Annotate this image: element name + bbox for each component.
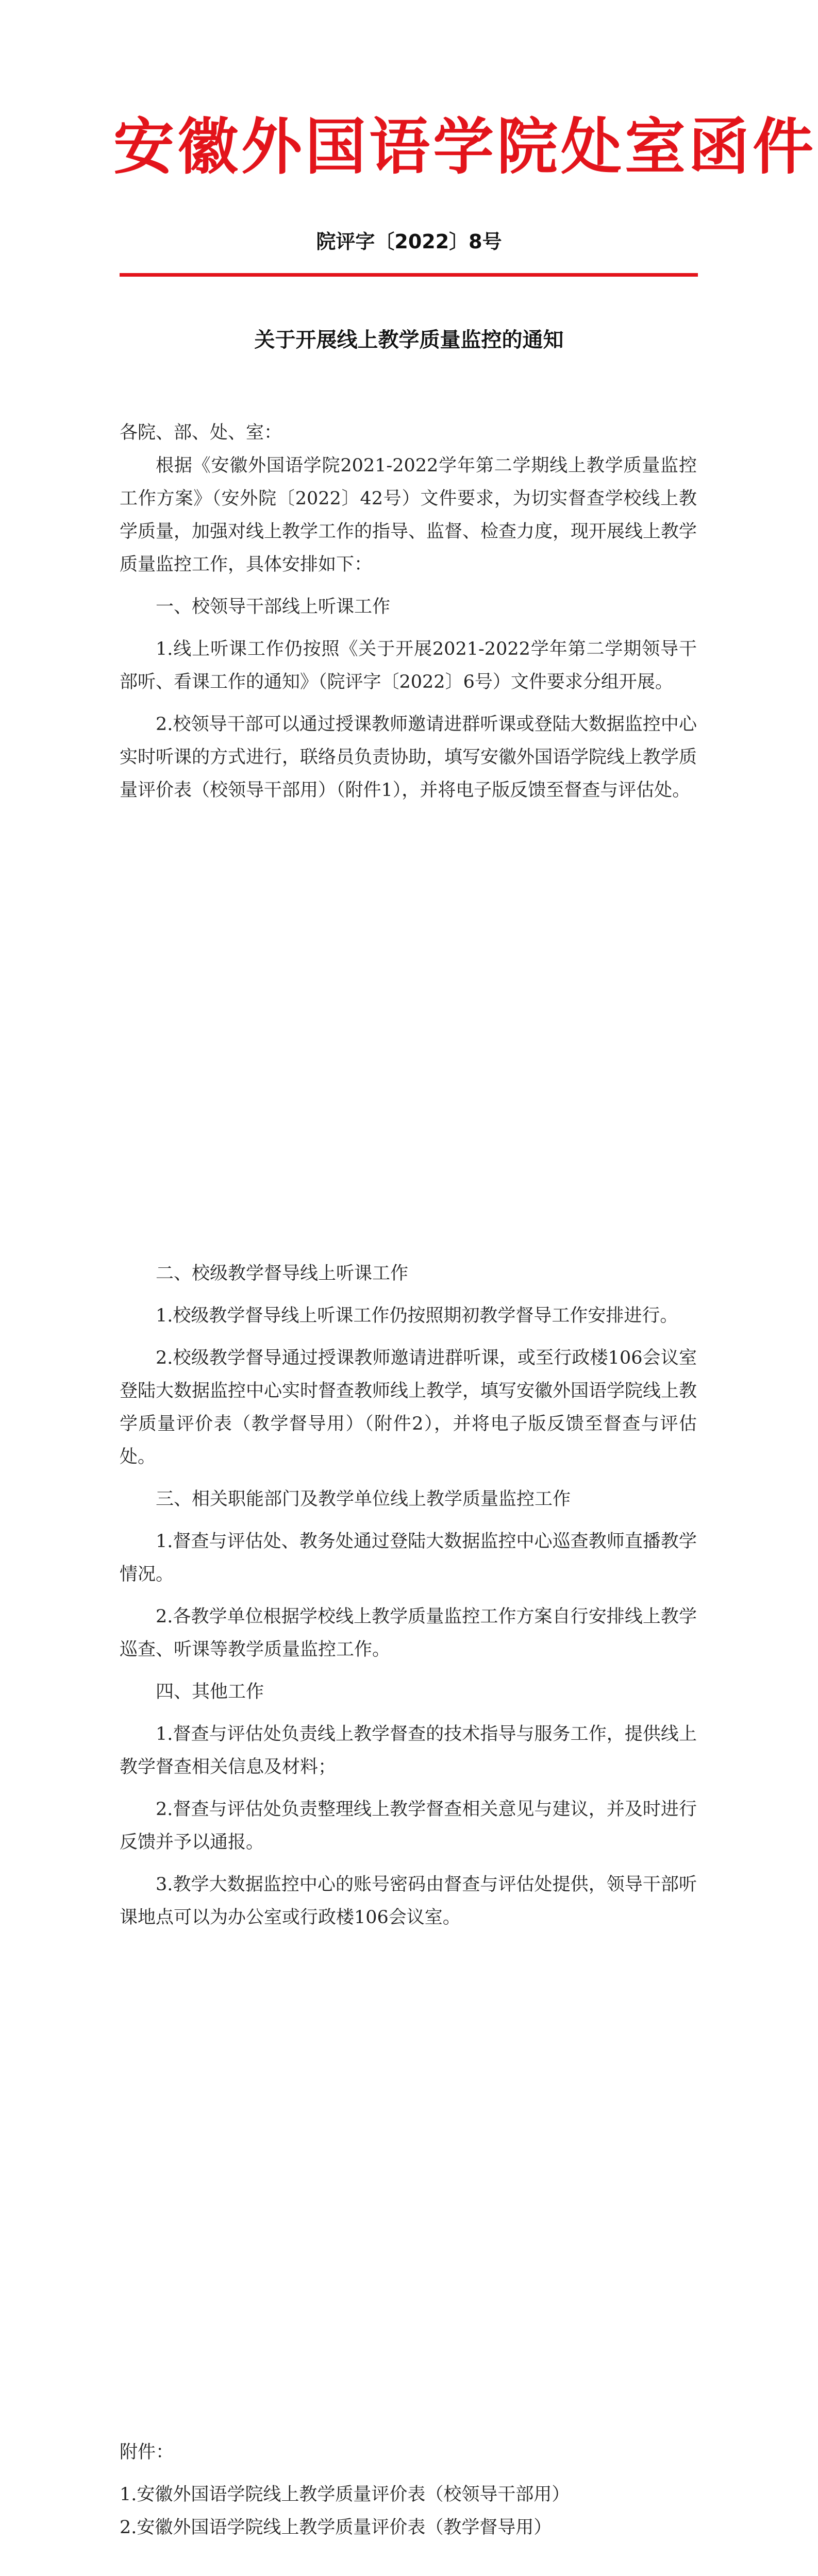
section-1-paragraph-2: 2.校领导干部可以通过授课教师邀请进群听课或登陆大数据监控中心实时听课的方式进行，联络员负责协助，填写安徽外国语学院线上教学质量评价表（校领导干部用）（附件1），并将电子版反馈至督查与评估处。 <box>120 714 697 801</box>
salutation: 各院、部、处、室： <box>120 422 282 443</box>
body-block-1 <box>120 416 697 807</box>
section-4-paragraph-3: 3.教学大数据监控中心的账号密码由督查与评估处提供，领导干部听课地点可以为办公室或行政楼106会议室。 <box>120 1874 697 1928</box>
attachment-item-1: 1.安徽外国语学院线上教学质量评价表（校领导干部用） <box>120 2484 570 2505</box>
section-4-paragraph-2: 2.督查与评估处负责整理线上教学督查相关意见与建议，并及时进行反馈并予以通报。 <box>120 1799 697 1853</box>
letterhead-title: 安徽外国语学院处室函件 <box>113 111 817 182</box>
document-number: 院评字〔2022〕8号 <box>316 230 502 253</box>
intro-paragraph: 根据《安徽外国语学院2021-2022学年第二学期线上教学质量监控工作方案》（安外院〔2022〕42号）文件要求，为切实督查学校线上教学质量，加强对线上教学工作的指导、监督、检查力度，现开展线上教学质量监控工作，具体安排如下： <box>120 455 697 575</box>
section-1-paragraph-1: 1.线上听课工作仍按照《关于开展2021-2022学年第二学期领导干部听、看课工作的通知》（院评字〔2022〕6号）文件要求分组开展。 <box>120 639 697 692</box>
section-2-paragraph-1: 1.校级教学督导线上听课工作仍按照期初教学督导工作安排进行。 <box>156 1306 678 1326</box>
section-1-heading: 一、校领导干部线上听课工作 <box>156 597 391 617</box>
section-3-heading: 三、相关职能部门及教学单位线上教学质量监控工作 <box>156 1489 571 1510</box>
section-4-paragraph-1: 1.督查与评估处负责线上教学督查的技术指导与服务工作，提供线上教学督查相关信息及材料； <box>120 1724 697 1777</box>
section-3-paragraph-2: 2.各教学单位根据学校线上教学质量监控工作方案自行安排线上教学巡查、听课等教学质量监控工作。 <box>120 1606 697 1660</box>
section-3-paragraph-1: 1.督查与评估处、教务处通过登陆大数据监控中心巡查教师直播教学情况。 <box>120 1531 697 1585</box>
red-divider-line <box>120 273 698 277</box>
attachments-label: 附件： <box>120 2442 174 2463</box>
section-4-heading: 四、其他工作 <box>156 1682 264 1702</box>
attachments-block <box>120 2436 697 2544</box>
body-block-2 <box>120 1257 697 1934</box>
section-2-heading: 二、校级教学督导线上听课工作 <box>156 1263 409 1284</box>
section-2-paragraph-2: 2.校级教学督导通过授课教师邀请进群听课，或至行政楼106会议室登陆大数据监控中心实时督查教师线上教学，填写安徽外国语学院线上教学质量评价表（教学督导用）（附件2），并将电子版反馈至督查与评估处。 <box>120 1348 697 1467</box>
notice-title: 关于开展线上教学质量监控的通知 <box>254 328 564 352</box>
attachment-item-2: 2.安徽外国语学院线上教学质量评价表（教学督导用） <box>120 2517 552 2538</box>
